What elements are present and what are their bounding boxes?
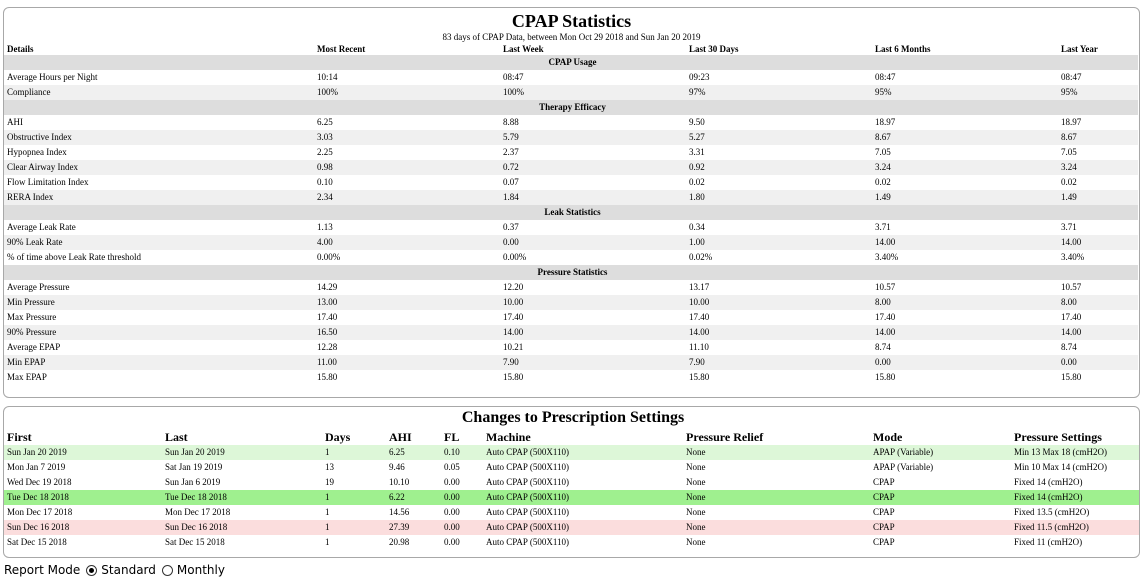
cell-last: Tue Dec 18 2018 — [162, 490, 322, 505]
cell-ahi: 10.10 — [389, 477, 410, 487]
stats-row-min-epap — [4, 355, 1138, 370]
cell-mode: CPAP — [870, 490, 1011, 505]
section-header-therapy-efficacy — [4, 100, 1138, 115]
stat-value: 1.00 — [686, 235, 872, 250]
stat-value: 8.88 — [503, 117, 519, 127]
cell-machine: Auto CPAP (500X110) — [486, 477, 570, 487]
stats-row-90-leak-rate — [4, 235, 1138, 250]
changes-header-row — [4, 429, 1139, 445]
cell-days: 1 — [322, 520, 386, 535]
stat-value: 3.31 — [689, 147, 705, 157]
stat-value: 8.00 — [872, 295, 1058, 310]
stat-value: 1.49 — [1058, 190, 1138, 205]
row-label: Average EPAP — [7, 342, 61, 352]
stat-value: 3.40% — [875, 252, 899, 262]
stat-value: 8.74 — [875, 342, 891, 352]
stat-value: 7.90 — [500, 355, 686, 370]
cell-mode: CPAP — [870, 520, 1011, 535]
stat-value: 13.17 — [689, 282, 710, 292]
cell-machine: Auto CPAP (500X110) — [486, 507, 570, 517]
stats-row-average-epap — [4, 340, 1138, 355]
cell-fl: 0.00 — [444, 537, 460, 547]
cell-days: 1 — [325, 507, 330, 517]
row-label: Compliance — [4, 85, 314, 100]
stat-value: 95% — [872, 85, 1058, 100]
stat-value: 8.67 — [1058, 130, 1138, 145]
cell-pressure-settings: Min 10 Max 14 (cmH2O) — [1014, 462, 1107, 472]
stat-value: 3.40% — [1061, 252, 1085, 262]
stat-value: 10.00 — [500, 295, 686, 310]
stat-value: 1.13 — [317, 222, 333, 232]
stat-value: 9.50 — [689, 117, 705, 127]
stats-row-average-leak-rate — [4, 220, 1138, 235]
stat-value: 0.02 — [875, 177, 891, 187]
stat-value: 17.40 — [875, 312, 896, 322]
stat-value: 0.37 — [503, 222, 519, 232]
report-mode-label: Report Mode — [4, 563, 81, 577]
stat-value: 7.05 — [875, 147, 891, 157]
report-mode-control — [4, 561, 225, 579]
stat-value: 0.00% — [317, 252, 341, 262]
column-header-most-recent: Most Recent — [317, 44, 366, 54]
cell-days: 1 — [325, 537, 330, 547]
table-row — [4, 475, 1139, 490]
stats-row-obstructive-index — [4, 130, 1138, 145]
stat-value: 13.00 — [314, 295, 500, 310]
cell-first: Sat Dec 15 2018 — [7, 537, 67, 547]
stats-table — [4, 43, 1138, 385]
section-title: Therapy Efficacy — [4, 100, 1138, 115]
cell-fl: 0.10 — [441, 445, 483, 460]
monthly-radio-button[interactable] — [162, 565, 173, 576]
cell-mode: CPAP — [873, 477, 895, 487]
row-label: Hypopnea Index — [7, 147, 67, 157]
row-label: Min Pressure — [4, 295, 314, 310]
row-label: % of time above Leak Rate threshold — [7, 252, 141, 262]
stats-row-compliance — [4, 85, 1138, 100]
changes-title-row — [4, 407, 1139, 429]
stat-value: 8.00 — [1058, 295, 1138, 310]
stat-value: 95% — [1058, 85, 1138, 100]
stat-value: 15.80 — [689, 372, 710, 382]
row-label: Clear Airway Index — [4, 160, 314, 175]
stat-value: 0.02% — [689, 252, 713, 262]
stat-value: 7.90 — [686, 355, 872, 370]
column-header-fl: FL — [444, 430, 460, 444]
cell-days: 1 — [322, 445, 386, 460]
stat-value: 97% — [686, 85, 872, 100]
stat-value: 5.79 — [500, 130, 686, 145]
stat-value: 14.00 — [872, 235, 1058, 250]
stat-value: 10.57 — [1061, 282, 1082, 292]
monthly-radio-label[interactable]: Monthly — [176, 563, 225, 577]
stat-value: 18.97 — [875, 117, 896, 127]
cell-mode: APAP (Variable) — [873, 462, 934, 472]
cell-days: 1 — [322, 490, 386, 505]
stat-value: 0.00% — [503, 252, 527, 262]
cell-ahi: 27.39 — [386, 520, 441, 535]
stats-subtitle: 83 days of CPAP Data, between Mon Oct 29 2018 and Sun Jan 20 2019 — [442, 32, 701, 42]
row-label: Max Pressure — [7, 312, 57, 322]
section-title: CPAP Usage — [4, 55, 1138, 70]
stats-row-of-time-above-leak-rate-threshold — [4, 250, 1138, 265]
stats-row-flow-limitation-index — [4, 175, 1138, 190]
cell-ahi: 9.46 — [389, 462, 405, 472]
stat-value: 14.00 — [500, 325, 686, 340]
column-header-last: Last — [165, 430, 188, 444]
cell-last: Mon Dec 17 2018 — [165, 507, 231, 517]
cell-pressure-settings: Min 13 Max 18 (cmH2O) — [1011, 445, 1139, 460]
stat-value: 2.34 — [314, 190, 500, 205]
stat-value: 15.80 — [503, 372, 524, 382]
row-label: RERA Index — [4, 190, 314, 205]
stat-value: 15.80 — [875, 372, 896, 382]
stats-row-90-pressure — [4, 325, 1138, 340]
cell-machine: Auto CPAP (500X110) — [486, 537, 570, 547]
prescription-changes-panel — [3, 406, 1140, 558]
stats-row-max-epap — [4, 370, 1138, 385]
cell-first: Mon Dec 17 2018 — [7, 507, 73, 517]
cell-first: Wed Dec 19 2018 — [7, 477, 72, 487]
stat-value: 14.29 — [317, 282, 338, 292]
cell-ahi: 6.22 — [386, 490, 441, 505]
stat-value: 18.97 — [1061, 117, 1082, 127]
stat-value: 11.00 — [314, 355, 500, 370]
stats-header-row — [4, 43, 1138, 55]
row-label: Average Hours per Night — [7, 72, 98, 82]
stat-value: 2.37 — [503, 147, 519, 157]
stat-value: 08:47 — [875, 72, 896, 82]
stats-row-clear-airway-index — [4, 160, 1138, 175]
cell-fl: 0.05 — [444, 462, 460, 472]
stat-value: 12.20 — [503, 282, 524, 292]
stat-value: 3.71 — [1061, 222, 1077, 232]
stat-value: 6.25 — [317, 117, 333, 127]
column-header-first: First — [7, 430, 32, 444]
stat-value: 14.00 — [1058, 325, 1138, 340]
row-label: Flow Limitation Index — [7, 177, 89, 187]
stat-value: 17.40 — [317, 312, 338, 322]
cell-mode: CPAP — [873, 507, 895, 517]
stat-value: 8.67 — [872, 130, 1058, 145]
table-row — [4, 535, 1139, 550]
stat-value: 1.84 — [500, 190, 686, 205]
column-header-last-year: Last Year — [1061, 44, 1098, 54]
table-row — [4, 505, 1139, 520]
cell-pressure-relief: None — [686, 537, 706, 547]
row-label: AHI — [7, 117, 23, 127]
cell-days: 19 — [325, 477, 334, 487]
stat-value: 15.80 — [317, 372, 338, 382]
stat-value: 08:47 — [1061, 72, 1082, 82]
stat-value: 100% — [500, 85, 686, 100]
cell-pressure-relief: None — [686, 477, 706, 487]
row-label: Obstructive Index — [4, 130, 314, 145]
stat-value: 10.00 — [686, 295, 872, 310]
stat-value: 10.21 — [503, 342, 524, 352]
stats-row-max-pressure — [4, 310, 1138, 325]
stats-row-ahi — [4, 115, 1138, 130]
stat-value: 3.24 — [872, 160, 1058, 175]
row-label: Average Pressure — [7, 282, 70, 292]
stats-body — [4, 55, 1138, 385]
cpap-statistics-panel — [3, 7, 1140, 398]
stat-value: 0.00 — [872, 355, 1058, 370]
stat-value: 8.74 — [1061, 342, 1077, 352]
stat-value: 14.00 — [1058, 235, 1138, 250]
stat-value: 0.10 — [317, 177, 333, 187]
section-title: Pressure Statistics — [4, 265, 1138, 280]
column-header-mode: Mode — [873, 430, 903, 444]
stat-value: 15.80 — [1061, 372, 1082, 382]
table-row — [4, 460, 1139, 475]
cell-machine: Auto CPAP (500X110) — [483, 445, 683, 460]
changes-table — [4, 407, 1139, 550]
stat-value: 12.28 — [317, 342, 338, 352]
cell-last: Sun Jan 20 2019 — [162, 445, 322, 460]
stat-value: 10:14 — [317, 72, 338, 82]
column-header-ahi: AHI — [389, 430, 412, 444]
row-label: 90% Pressure — [4, 325, 314, 340]
stat-value: 14.00 — [686, 325, 872, 340]
stat-value: 5.27 — [686, 130, 872, 145]
stat-value: 0.02 — [689, 177, 705, 187]
stat-value: 08:47 — [503, 72, 524, 82]
section-header-cpap-usage — [4, 55, 1138, 70]
cell-pressure-relief: None — [683, 520, 870, 535]
cell-machine: Auto CPAP (500X110) — [483, 490, 683, 505]
stats-row-average-hours-per-night — [4, 70, 1138, 85]
cell-first: Sun Dec 16 2018 — [4, 520, 162, 535]
changes-body — [4, 445, 1139, 550]
stat-value: 11.10 — [689, 342, 709, 352]
row-label: Max EPAP — [7, 372, 47, 382]
section-header-leak-statistics — [4, 205, 1138, 220]
stat-value: 0.34 — [689, 222, 705, 232]
stats-row-average-pressure — [4, 280, 1138, 295]
standard-radio-label[interactable]: Standard — [101, 563, 156, 577]
stat-value: 3.03 — [314, 130, 500, 145]
column-header-last-30-days: Last 30 Days — [689, 44, 739, 54]
column-header-pressure-settings: Pressure Settings — [1014, 430, 1102, 444]
cell-machine: Auto CPAP (500X110) — [483, 520, 683, 535]
stat-value: 100% — [314, 85, 500, 100]
standard-radio-button[interactable] — [86, 565, 97, 576]
row-label: 90% Leak Rate — [4, 235, 314, 250]
stat-value: 0.00 — [1058, 355, 1138, 370]
row-label: Min EPAP — [4, 355, 314, 370]
cell-ahi: 6.25 — [386, 445, 441, 460]
table-row — [4, 445, 1139, 460]
cell-last: Sat Dec 15 2018 — [165, 537, 225, 547]
cell-pressure-relief: None — [683, 445, 870, 460]
column-header-details: Details — [7, 44, 34, 54]
column-header-pressure-relief: Pressure Relief — [686, 430, 764, 444]
cell-pressure-settings: Fixed 14 (cmH2O) — [1011, 490, 1139, 505]
section-title: Leak Statistics — [4, 205, 1138, 220]
stat-value: 7.05 — [1061, 147, 1077, 157]
cell-fl: 0.00 — [444, 507, 460, 517]
cell-first: Tue Dec 18 2018 — [4, 490, 162, 505]
cell-pressure-relief: None — [686, 462, 706, 472]
cell-mode: APAP (Variable) — [870, 445, 1011, 460]
cell-pressure-settings: Fixed 13.5 (cmH2O) — [1014, 507, 1090, 517]
stat-value: 3.71 — [875, 222, 891, 232]
section-header-pressure-statistics — [4, 265, 1138, 280]
cell-pressure-settings: Fixed 14 (cmH2O) — [1014, 477, 1083, 487]
stat-value: 1.49 — [872, 190, 1058, 205]
cell-last: Sat Jan 19 2019 — [165, 462, 223, 472]
stat-value: 1.80 — [686, 190, 872, 205]
stat-value: 17.40 — [689, 312, 710, 322]
cell-last: Sun Dec 16 2018 — [162, 520, 322, 535]
column-header-last-6-months: Last 6 Months — [875, 44, 931, 54]
stat-value: 3.24 — [1058, 160, 1138, 175]
stat-value: 14.00 — [872, 325, 1058, 340]
stat-value: 0.98 — [314, 160, 500, 175]
stat-value: 0.00 — [500, 235, 686, 250]
cell-machine: Auto CPAP (500X110) — [486, 462, 570, 472]
cell-first: Mon Jan 7 2019 — [7, 462, 66, 472]
stats-row-rera-index — [4, 190, 1138, 205]
cell-days: 13 — [325, 462, 334, 472]
table-row — [4, 490, 1139, 505]
stat-value: 4.00 — [314, 235, 500, 250]
cell-pressure-relief: None — [686, 507, 706, 517]
column-header-last-week: Last Week — [503, 44, 544, 54]
cell-pressure-relief: None — [683, 490, 870, 505]
stat-value: 0.92 — [686, 160, 872, 175]
cell-fl: 0.00 — [441, 490, 483, 505]
cell-last: Sun Jan 6 2019 — [165, 477, 221, 487]
stat-value: 0.02 — [1061, 177, 1077, 187]
cell-ahi: 14.56 — [389, 507, 410, 517]
stat-value: 0.72 — [500, 160, 686, 175]
stats-row-hypopnea-index — [4, 145, 1138, 160]
cell-fl: 0.00 — [444, 477, 460, 487]
table-row — [4, 520, 1139, 535]
cell-pressure-settings: Fixed 11 (cmH2O) — [1014, 537, 1083, 547]
stat-value: 17.40 — [1061, 312, 1082, 322]
changes-title: Changes to Prescription Settings — [461, 409, 685, 426]
stat-value: 2.25 — [317, 147, 333, 157]
row-label: Average Leak Rate — [7, 222, 76, 232]
cell-first: Sun Jan 20 2019 — [4, 445, 162, 460]
cell-ahi: 20.98 — [389, 537, 410, 547]
stat-value: 10.57 — [875, 282, 896, 292]
stats-row-min-pressure — [4, 295, 1138, 310]
cell-mode: CPAP — [873, 537, 895, 547]
column-header-machine: Machine — [486, 430, 531, 444]
column-header-days: Days — [325, 430, 351, 444]
stat-value: 0.07 — [503, 177, 519, 187]
stats-title: CPAP Statistics — [511, 11, 632, 31]
stat-value: 17.40 — [503, 312, 524, 322]
cell-fl: 0.00 — [441, 520, 483, 535]
stat-value: 16.50 — [314, 325, 500, 340]
cell-pressure-settings: Fixed 11.5 (cmH2O) — [1011, 520, 1139, 535]
stat-value: 09:23 — [689, 72, 710, 82]
